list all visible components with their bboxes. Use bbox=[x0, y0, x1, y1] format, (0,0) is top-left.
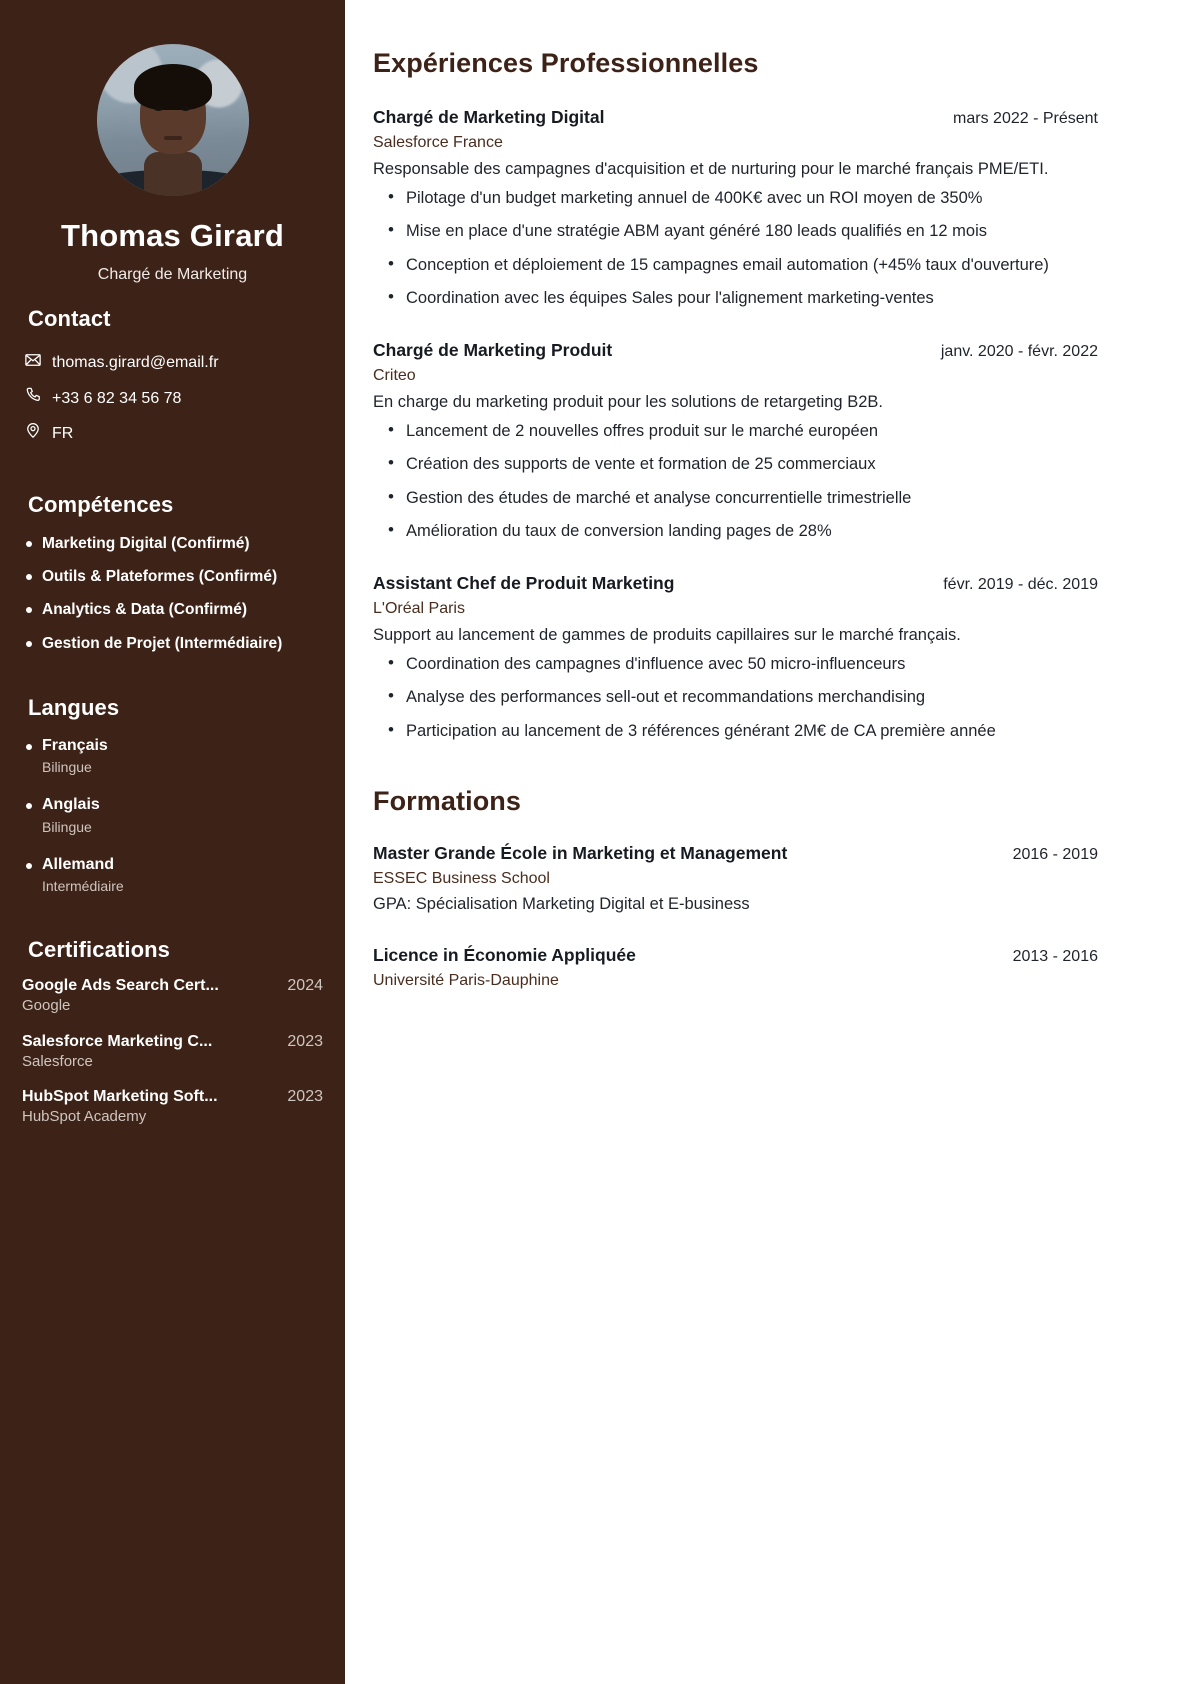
list-item bbox=[22, 794, 323, 837]
education-degree: Licence in Économie Appliquée bbox=[373, 945, 636, 966]
list-item bbox=[22, 1033, 323, 1073]
contact-heading: Contact bbox=[28, 305, 111, 331]
list-item: Marketing Digital (Confirmé) bbox=[22, 532, 323, 555]
envelope-icon bbox=[24, 351, 42, 376]
sidebar bbox=[0, 0, 345, 1684]
profile-name: Thomas Girard bbox=[60, 218, 285, 253]
language-level: Bilingue bbox=[42, 818, 92, 835]
experience-role: Chargé de Marketing Digital bbox=[373, 107, 605, 127]
certification-issuer: Salesforce bbox=[22, 1052, 93, 1070]
list-item: • Gestion des études de marché et analyse concurrentielle trimestrielle bbox=[373, 486, 1098, 512]
skills-heading: Compétences bbox=[28, 491, 174, 517]
certification-year: 2024 bbox=[287, 976, 323, 994]
experience-role: Chargé de Marketing Produit bbox=[373, 339, 613, 360]
list-item: • Création des supports de vente et formation de 25 commerciaux bbox=[373, 452, 1098, 478]
list-item bbox=[22, 854, 323, 897]
contact-phone-row[interactable] bbox=[22, 381, 323, 416]
list-item bbox=[22, 977, 323, 1017]
education-entry bbox=[373, 841, 1098, 917]
list-item: • Mise en place d'une stratégie ABM ayant généré 180 leads qualifiés en 12 mois bbox=[373, 219, 1098, 245]
phone-icon bbox=[24, 386, 42, 411]
profile-title: Chargé de Marketing bbox=[97, 265, 248, 283]
education-school: ESSEC Business School bbox=[373, 870, 550, 888]
contact-location-text: FR bbox=[52, 424, 74, 442]
language-level: Intermédiaire bbox=[42, 877, 124, 894]
list-item: • Coordination avec les équipes Sales pour l'alignement marketing-ventes bbox=[373, 286, 1098, 312]
experience-section-heading: Expériences Professionnelles bbox=[373, 48, 759, 78]
language-level: Bilingue bbox=[42, 759, 92, 776]
list-item: Analytics & Data (Confirmé) bbox=[22, 598, 323, 621]
list-item: Gestion de Projet (Intermédiaire) bbox=[22, 632, 323, 655]
main-content bbox=[345, 0, 1190, 1684]
language-name: Français bbox=[22, 735, 323, 757]
list-item: • Conception et déploiement de 15 campagnes email automation (+45% taux d'ouverture) bbox=[373, 253, 1098, 279]
education-degree: Master Grande École in Marketing et Management bbox=[373, 843, 788, 864]
certification-issuer: Google bbox=[22, 996, 71, 1014]
experience-date: mars 2022 - Présent bbox=[953, 110, 1098, 127]
experience-entry bbox=[373, 571, 1098, 744]
experience-role: Assistant Chef de Produit Marketing bbox=[373, 572, 675, 593]
list-item: • Lancement de 2 nouvelles offres produit sur le marché européen bbox=[373, 419, 1098, 445]
avatar-container bbox=[22, 44, 323, 196]
experience-organization: Salesforce France bbox=[373, 133, 503, 151]
languages-heading: Langues bbox=[28, 694, 120, 720]
experience-achievements bbox=[373, 652, 1098, 745]
list-item: Outils & Plateformes (Confirmé) bbox=[22, 565, 323, 588]
education-date: 2016 - 2019 bbox=[1012, 846, 1098, 864]
list-item bbox=[22, 735, 323, 778]
experience-achievements bbox=[373, 186, 1098, 312]
contact-list bbox=[22, 346, 323, 452]
languages-list bbox=[22, 735, 323, 897]
certifications-list bbox=[22, 977, 323, 1128]
list-item: • Participation au lancement de 3 références générant 2M€ de CA première année bbox=[373, 719, 1098, 745]
list-item bbox=[22, 1088, 323, 1128]
certification-name: HubSpot Marketing Soft... bbox=[22, 1088, 218, 1106]
education-school: Université Paris-Dauphine bbox=[373, 971, 559, 989]
map-pin-icon bbox=[24, 421, 42, 446]
list-item: • Pilotage d'un budget marketing annuel de 400K€ avec un ROI moyen de 350% bbox=[373, 186, 1098, 212]
education-date: 2013 - 2016 bbox=[1012, 948, 1098, 966]
experience-description: Support au lancement de gammes de produits capillaires sur le marché français. bbox=[373, 625, 961, 644]
certifications-heading: Certifications bbox=[28, 936, 170, 962]
list-item: • Amélioration du taux de conversion landing pages de 28% bbox=[373, 519, 1098, 545]
skills-list bbox=[22, 532, 323, 655]
education-entry bbox=[373, 943, 1098, 994]
education-section-heading: Formations bbox=[373, 786, 522, 817]
certification-name: Google Ads Search Cert... bbox=[22, 976, 219, 994]
experience-description: En charge du marketing produit pour les solutions de retargeting B2B. bbox=[373, 392, 883, 411]
experience-date: févr. 2019 - déc. 2019 bbox=[943, 575, 1098, 593]
certification-name: Salesforce Marketing C... bbox=[22, 1032, 213, 1050]
contact-location-row bbox=[22, 416, 323, 451]
contact-phone-text: +33 6 82 34 56 78 bbox=[52, 389, 182, 407]
list-item: • Analyse des performances sell-out et recommandations merchandising bbox=[373, 685, 1098, 711]
experience-entry bbox=[373, 338, 1098, 545]
experience-date: janv. 2020 - févr. 2022 bbox=[940, 342, 1098, 360]
certification-year: 2023 bbox=[287, 1032, 323, 1050]
experience-entry bbox=[373, 105, 1098, 312]
certification-issuer: HubSpot Academy bbox=[22, 1108, 147, 1126]
contact-email-text: thomas.girard@email.fr bbox=[52, 354, 219, 372]
list-item: • Coordination des campagnes d'influence avec 50 micro-influenceurs bbox=[373, 652, 1098, 678]
certification-year: 2023 bbox=[287, 1088, 323, 1106]
contact-email-row[interactable] bbox=[22, 346, 323, 381]
language-name: Anglais bbox=[22, 794, 323, 816]
experience-organization: Criteo bbox=[373, 366, 416, 384]
language-name: Allemand bbox=[22, 854, 323, 876]
experience-description: Responsable des campagnes d'acquisition et de nurturing pour le marché français PME/ETI. bbox=[373, 159, 1049, 178]
education-gpa: GPA: Spécialisation Marketing Digital et E-business bbox=[373, 894, 750, 913]
avatar bbox=[97, 44, 249, 196]
experience-achievements bbox=[373, 419, 1098, 545]
experience-organization: L'Oréal Paris bbox=[373, 599, 465, 617]
